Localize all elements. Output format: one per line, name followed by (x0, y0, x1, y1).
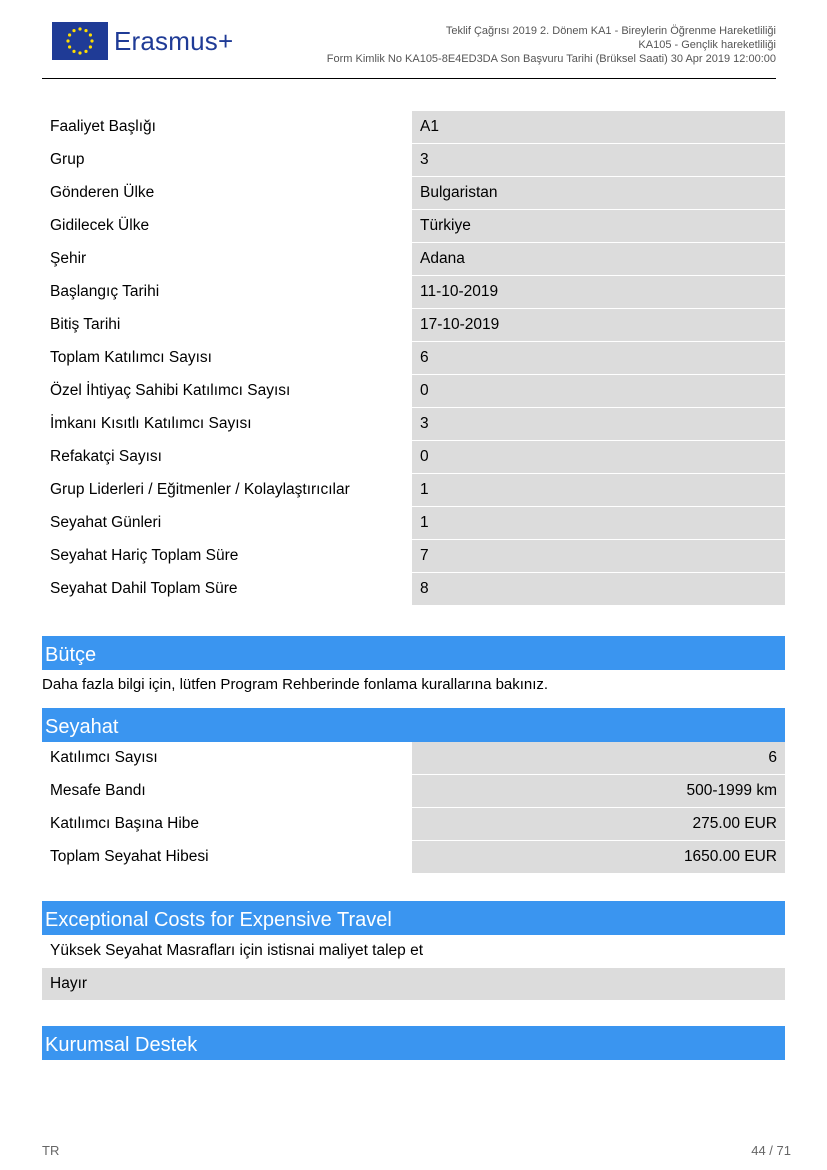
row-value: Türkiye (412, 210, 785, 242)
row-value: 17-10-2019 (412, 309, 785, 341)
table-row (42, 342, 785, 374)
header-line-2: KA105 - Gençlik hareketliliği (638, 39, 776, 51)
row-value: 8 (412, 573, 785, 605)
table-row (42, 573, 785, 605)
row-label: Seyahat Hariç Toplam Süre (42, 540, 412, 572)
row-label: Seyahat Dahil Toplam Süre (42, 573, 412, 605)
row-value: 3 (412, 408, 785, 440)
table-row (42, 742, 785, 774)
header-info (327, 24, 776, 66)
row-value: 0 (412, 375, 785, 407)
brand-name: Erasmus+ (114, 25, 234, 56)
table-row (42, 111, 785, 143)
row-label: Mesafe Bandı (42, 775, 412, 807)
row-value: 500-1999 km (412, 775, 785, 807)
row-value: Adana (412, 243, 785, 275)
eu-flag-icon (52, 22, 108, 60)
footer-page-number: 44 / 71 (751, 1143, 791, 1158)
row-value: Bulgaristan (412, 177, 785, 209)
row-label: Gidilecek Ülke (42, 210, 412, 242)
exceptional-answer: Hayır (42, 968, 785, 1000)
table-row (42, 375, 785, 407)
row-label: Şehir (42, 243, 412, 275)
row-label: Refakatçi Sayısı (42, 441, 412, 473)
row-label: Başlangıç Tarihi (42, 276, 412, 308)
row-value: 7 (412, 540, 785, 572)
row-value: 6 (412, 742, 785, 774)
row-label: Seyahat Günleri (42, 507, 412, 539)
row-label: Özel İhtiyaç Sahibi Katılımcı Sayısı (42, 375, 412, 407)
activity-table (42, 110, 785, 606)
section-exceptional-costs: Exceptional Costs for Expensive Travel (42, 901, 785, 935)
row-label: Toplam Seyahat Hibesi (42, 841, 412, 873)
row-label: Gönderen Ülke (42, 177, 412, 209)
row-value: 6 (412, 342, 785, 374)
row-value: 11-10-2019 (412, 276, 785, 308)
erasmus-logo (52, 22, 233, 60)
row-label: Bitiş Tarihi (42, 309, 412, 341)
row-label: Katılımcı Başına Hibe (42, 808, 412, 840)
table-row (42, 841, 785, 873)
table-row (42, 177, 785, 209)
table-row (42, 144, 785, 176)
row-value: 1650.00 EUR (412, 841, 785, 873)
row-value: A1 (412, 111, 785, 143)
exceptional-question: Yüksek Seyahat Masrafları için istisnai maliyet talep et (50, 942, 424, 959)
table-row (42, 507, 785, 539)
table-row (42, 243, 785, 275)
row-label: İmkanı Kısıtlı Katılımcı Sayısı (42, 408, 412, 440)
table-row (42, 441, 785, 473)
table-row (42, 775, 785, 807)
row-value: 275.00 EUR (412, 808, 785, 840)
table-row (42, 408, 785, 440)
row-value: 1 (412, 507, 785, 539)
row-label: Katılımcı Sayısı (42, 742, 412, 774)
table-row (42, 210, 785, 242)
row-label: Faaliyet Başlığı (42, 111, 412, 143)
row-label: Toplam Katılımcı Sayısı (42, 342, 412, 374)
table-row (42, 309, 785, 341)
section-budget: Bütçe (42, 636, 785, 670)
table-row (42, 540, 785, 572)
budget-note: Daha fazla bilgi için, lütfen Program Rehberinde fonlama kurallarına bakınız. (42, 676, 549, 693)
section-travel: Seyahat (42, 708, 785, 742)
row-value: 3 (412, 144, 785, 176)
footer-language: TR (42, 1143, 60, 1158)
row-value: 0 (412, 441, 785, 473)
table-row (42, 276, 785, 308)
header-line-1: Teklif Çağrısı 2019 2. Dönem KA1 - Bireylerin Öğrenme Hareketliliği (445, 25, 776, 37)
row-value: 1 (412, 474, 785, 506)
row-label: Grup Liderleri / Eğitmenler / Kolaylaştırıcılar (42, 474, 412, 506)
table-row (42, 474, 785, 506)
section-institutional-support: Kurumsal Destek (42, 1026, 785, 1060)
header-line-3: Form Kimlik No KA105-8E4ED3DA Son Başvuru Tarihi (Brüksel Saati) 30 Apr 2019 12:00:00 (326, 53, 776, 65)
row-label: Grup (42, 144, 412, 176)
table-row (42, 808, 785, 840)
travel-table (42, 741, 785, 874)
page-header (42, 18, 776, 79)
